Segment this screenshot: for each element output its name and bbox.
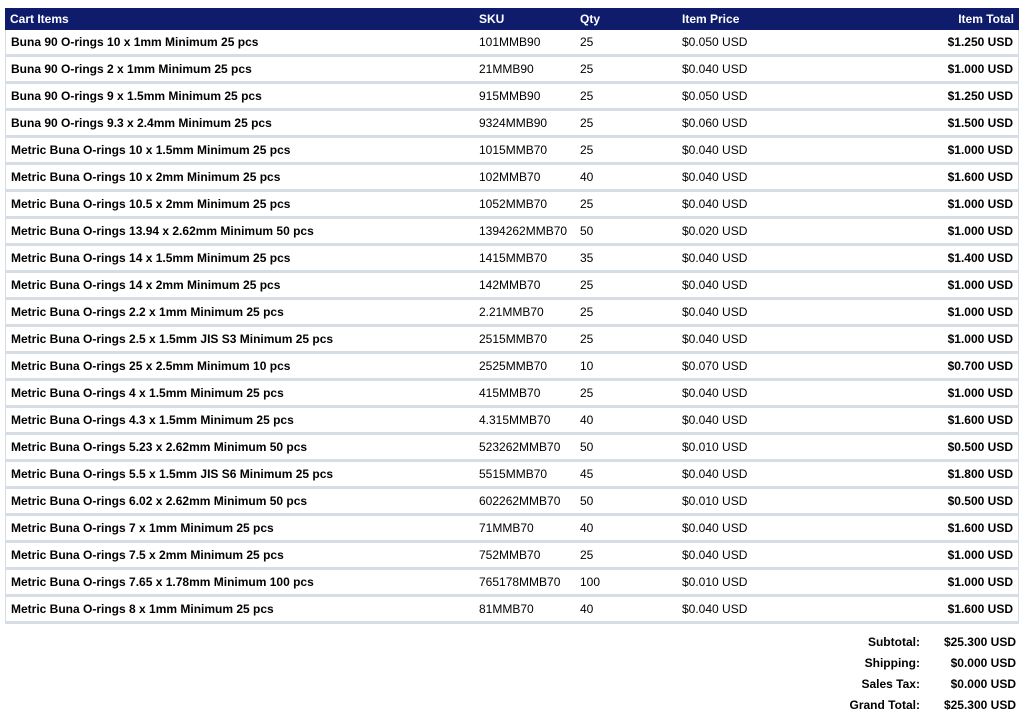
cart-item-total: $0.500 USD [827,489,1019,516]
cart-item-price: $0.040 USD [677,462,827,489]
table-row [5,111,1019,138]
table-row [5,219,1019,246]
subtotal-value: $25.300 USD [943,634,1016,649]
cart-item-price: $0.040 USD [677,165,827,192]
header-item-price: Item Price [677,8,827,30]
cart-item-qty: 25 [575,138,677,165]
cart-item-name: Metric Buna O-rings 14 x 1.5mm Minimum 25 pcs [5,246,474,273]
cart-item-qty: 100 [575,570,677,597]
cart-item-price: $0.040 USD [677,57,827,84]
cart-item-qty: 25 [575,543,677,570]
header-cart-items: Cart Items [5,8,474,30]
cart-item-qty: 50 [575,435,677,462]
cart-item-name: Metric Buna O-rings 2.2 x 1mm Minimum 25 pcs [5,300,474,327]
cart-item-price: $0.040 USD [677,408,827,435]
cart-item-sku: 2515MMB70 [474,327,575,354]
cart-item-name: Buna 90 O-rings 9 x 1.5mm Minimum 25 pcs [5,84,474,111]
table-row [5,408,1019,435]
cart-item-sku: 765178MMB70 [474,570,575,597]
cart-item-total: $1.800 USD [827,462,1019,489]
cart-item-name: Metric Buna O-rings 2.5 x 1.5mm JIS S3 Minimum 25 pcs [5,327,474,354]
cart-item-sku: 1394262MMB70 [474,219,575,246]
cart-item-total: $1.000 USD [827,273,1019,300]
cart-item-sku: 81MMB70 [474,597,575,624]
cart-item-name: Metric Buna O-rings 5.23 x 2.62mm Minimum 50 pcs [5,435,474,462]
cart-item-price: $0.040 USD [677,192,827,219]
cart-item-name: Buna 90 O-rings 2 x 1mm Minimum 25 pcs [5,57,474,84]
cart-item-price: $0.040 USD [677,516,827,543]
cart-item-total: $1.600 USD [827,516,1019,543]
cart-body [5,30,1019,624]
cart-item-price: $0.050 USD [677,84,827,111]
cart-item-name: Metric Buna O-rings 10 x 1.5mm Minimum 25 pcs [5,138,474,165]
table-row [5,84,1019,111]
cart-item-qty: 40 [575,516,677,543]
table-row [5,300,1019,327]
cart-item-sku: 71MMB70 [474,516,575,543]
cart-item-qty: 50 [575,219,677,246]
table-row [5,516,1019,543]
cart-item-sku: 915MMB90 [474,84,575,111]
cart-item-qty: 50 [575,489,677,516]
header-qty: Qty [575,8,677,30]
cart-item-price: $0.040 USD [677,597,827,624]
summary-tax-row [850,673,1017,694]
cart-item-qty: 25 [575,84,677,111]
table-row [5,489,1019,516]
table-row [5,381,1019,408]
table-row [5,462,1019,489]
table-row [5,165,1019,192]
cart-item-total: $1.000 USD [827,327,1019,354]
cart-item-name: Metric Buna O-rings 7.5 x 2mm Minimum 25 pcs [5,543,474,570]
table-row [5,543,1019,570]
cart-table [5,8,1019,624]
cart-item-name: Metric Buna O-rings 7.65 x 1.78mm Minimum 100 pcs [5,570,474,597]
cart-item-qty: 25 [575,192,677,219]
cart-item-name: Metric Buna O-rings 14 x 2mm Minimum 25 pcs [5,273,474,300]
cart-item-sku: 9324MMB90 [474,111,575,138]
cart-item-qty: 25 [575,111,677,138]
table-row [5,30,1019,57]
cart-item-sku: 21MMB90 [474,57,575,84]
header-sku: SKU [474,8,575,30]
cart-item-sku: 602262MMB70 [474,489,575,516]
cart-item-total: $1.400 USD [827,246,1019,273]
cart-item-price: $0.010 USD [677,435,827,462]
cart-item-sku: 4.315MMB70 [474,408,575,435]
table-row [5,57,1019,84]
cart-item-name: Metric Buna O-rings 10 x 2mm Minimum 25 pcs [5,165,474,192]
cart-item-price: $0.040 USD [677,381,827,408]
cart-item-total: $1.000 USD [827,192,1019,219]
table-row [5,570,1019,597]
cart-item-name: Metric Buna O-rings 10.5 x 2mm Minimum 25 pcs [5,192,474,219]
cart-item-total: $1.000 USD [827,138,1019,165]
cart-item-qty: 10 [575,354,677,381]
cart-item-sku: 1052MMB70 [474,192,575,219]
sales-tax-value: $0.000 USD [950,676,1016,691]
table-row [5,246,1019,273]
cart-item-qty: 45 [575,462,677,489]
summary-subtotal-row [850,631,1017,652]
cart-item-sku: 142MMB70 [474,273,575,300]
cart-item-total: $1.600 USD [827,597,1019,624]
cart-item-price: $0.010 USD [677,570,827,597]
cart-item-name: Buna 90 O-rings 9.3 x 2.4mm Minimum 25 pcs [5,111,474,138]
cart-item-name: Metric Buna O-rings 7 x 1mm Minimum 25 pcs [5,516,474,543]
table-row [5,327,1019,354]
cart-header-row [5,8,1019,30]
sales-tax-label: Sales Tax: [861,676,920,691]
cart-item-total: $1.000 USD [827,381,1019,408]
cart-item-qty: 25 [575,30,677,57]
table-row [5,435,1019,462]
cart-item-price: $0.050 USD [677,30,827,57]
cart-item-total: $1.000 USD [827,300,1019,327]
cart-item-sku: 101MMB90 [474,30,575,57]
grand-total-label: Grand Total: [849,697,920,712]
shipping-value: $0.000 USD [950,655,1016,670]
cart-item-price: $0.040 USD [677,543,827,570]
cart-item-name: Metric Buna O-rings 8 x 1mm Minimum 25 pcs [5,597,474,624]
grand-total-value: $25.300 USD [943,697,1016,712]
cart-item-total: $1.000 USD [827,543,1019,570]
cart-item-total: $1.250 USD [827,30,1019,57]
cart-item-qty: 40 [575,597,677,624]
cart-item-total: $1.250 USD [827,84,1019,111]
cart-item-qty: 25 [575,327,677,354]
cart-item-sku: 1015MMB70 [474,138,575,165]
cart-item-name: Metric Buna O-rings 13.94 x 2.62mm Minimum 50 pcs [5,219,474,246]
subtotal-label: Subtotal: [867,634,920,649]
order-summary [850,631,1017,715]
cart-item-price: $0.010 USD [677,489,827,516]
cart-item-total: $1.600 USD [827,165,1019,192]
table-row [5,192,1019,219]
summary-grand-total-row [850,694,1017,715]
table-row [5,354,1019,381]
table-row [5,138,1019,165]
cart-item-sku: 415MMB70 [474,381,575,408]
cart-item-qty: 35 [575,246,677,273]
cart-item-qty: 40 [575,408,677,435]
cart-item-qty: 25 [575,273,677,300]
cart-item-total: $1.600 USD [827,408,1019,435]
cart-item-price: $0.040 USD [677,327,827,354]
cart-item-name: Metric Buna O-rings 4 x 1.5mm Minimum 25 pcs [5,381,474,408]
cart-item-sku: 523262MMB70 [474,435,575,462]
cart-item-price: $0.060 USD [677,111,827,138]
cart-item-sku: 5515MMB70 [474,462,575,489]
cart-item-sku: 752MMB70 [474,543,575,570]
table-row [5,273,1019,300]
cart-item-qty: 40 [575,165,677,192]
cart-item-total: $1.000 USD [827,219,1019,246]
cart-item-price: $0.040 USD [677,138,827,165]
cart-item-total: $1.000 USD [827,57,1019,84]
cart-item-sku: 102MMB70 [474,165,575,192]
cart-item-price: $0.020 USD [677,219,827,246]
cart-item-name: Buna 90 O-rings 10 x 1mm Minimum 25 pcs [5,30,474,57]
summary-shipping-row [850,652,1017,673]
shipping-label: Shipping: [864,655,920,670]
cart-item-total: $1.500 USD [827,111,1019,138]
cart-item-name: Metric Buna O-rings 6.02 x 2.62mm Minimum 50 pcs [5,489,474,516]
table-row [5,597,1019,624]
cart-item-name: Metric Buna O-rings 25 x 2.5mm Minimum 10 pcs [5,354,474,381]
cart-item-total: $0.500 USD [827,435,1019,462]
cart-item-sku: 2525MMB70 [474,354,575,381]
cart-item-price: $0.070 USD [677,354,827,381]
cart-item-qty: 25 [575,381,677,408]
cart-item-qty: 25 [575,57,677,84]
cart-item-sku: 2.21MMB70 [474,300,575,327]
cart-item-total: $1.000 USD [827,570,1019,597]
cart-item-price: $0.040 USD [677,300,827,327]
cart-item-qty: 25 [575,300,677,327]
cart-item-price: $0.040 USD [677,273,827,300]
cart-item-total: $0.700 USD [827,354,1019,381]
cart-item-price: $0.040 USD [677,246,827,273]
cart-item-sku: 1415MMB70 [474,246,575,273]
cart-item-name: Metric Buna O-rings 4.3 x 1.5mm Minimum 25 pcs [5,408,474,435]
header-item-total: Item Total [827,8,1019,30]
cart-item-name: Metric Buna O-rings 5.5 x 1.5mm JIS S6 Minimum 25 pcs [5,462,474,489]
